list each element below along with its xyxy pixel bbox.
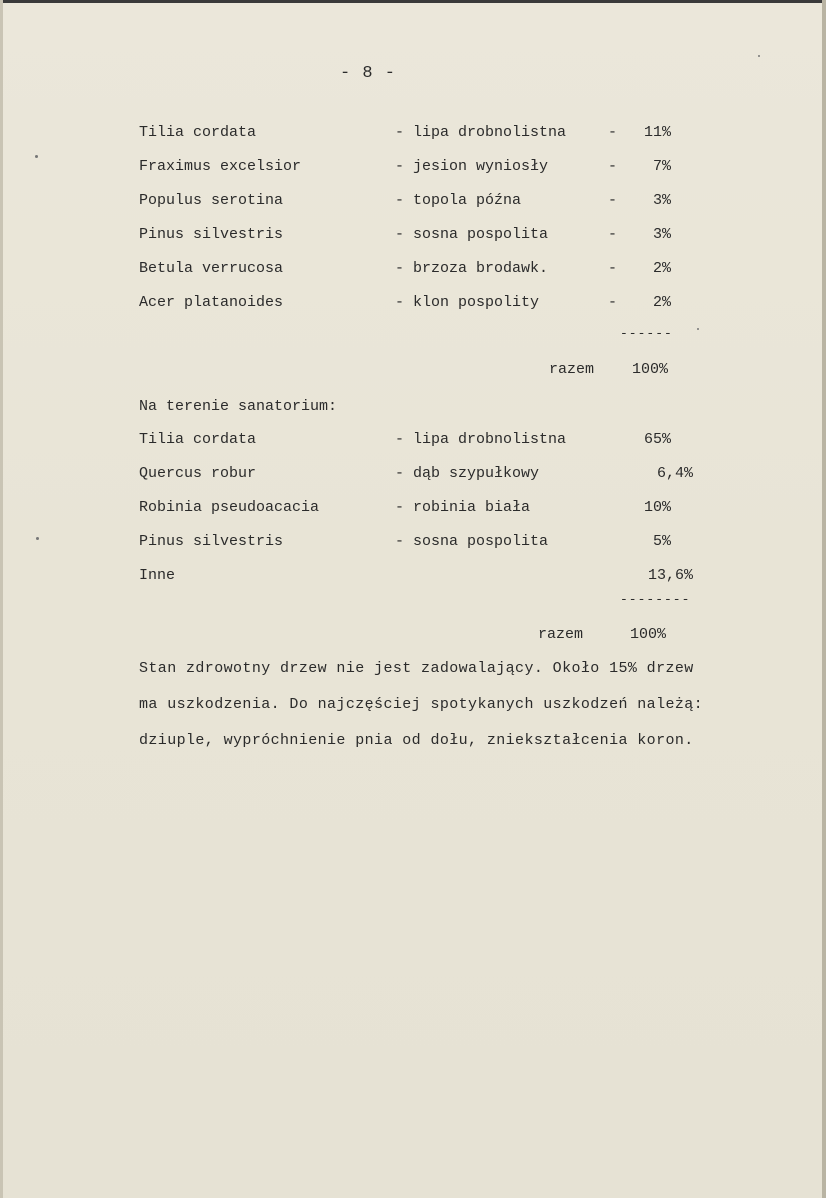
total-label: razem (538, 626, 584, 643)
row-dash: - (608, 226, 618, 243)
row-dash: - (608, 158, 618, 175)
separator-dashes: -------- (620, 592, 691, 607)
row-dash: - (608, 124, 618, 141)
table-row (0, 430, 826, 454)
percent-value: 11% (643, 124, 671, 141)
paragraph-line: Stan zdrowotny drzew nie jest zadowalający. Około 15% drzew (139, 660, 694, 677)
table-row (0, 566, 826, 590)
polish-name: - dąb szypułkowy (395, 465, 540, 482)
page-top-edge (0, 0, 826, 3)
latin-name: Betula verrucosa (139, 260, 284, 277)
page-number: - 8 - (340, 64, 397, 83)
polish-name: - sosna pospolita (395, 533, 549, 550)
row-dash: - (608, 294, 618, 311)
table-row (0, 123, 826, 147)
paragraph-line: dziuple, wypróchnienie pnia od dołu, zniekształcenia koron. (139, 732, 694, 749)
section-heading: Na terenie sanatorium: (139, 398, 338, 415)
percent-value: 2% (652, 294, 671, 311)
table-row (0, 259, 826, 283)
polish-name: - robinia biała (395, 499, 531, 516)
polish-name: - sosna pospolita (395, 226, 549, 243)
table-row (0, 191, 826, 215)
table-row (0, 225, 826, 249)
polish-name: - lipa drobnolistna (395, 124, 567, 141)
latin-name: Tilia cordata (139, 124, 257, 141)
table-row (0, 157, 826, 181)
percent-value: 3% (652, 226, 671, 243)
polish-name: - jesion wyniosły (395, 158, 549, 175)
table-row (0, 532, 826, 556)
latin-name: Tilia cordata (139, 431, 257, 448)
polish-name: - lipa drobnolistna (395, 431, 567, 448)
latin-name: Pinus silvestris (139, 226, 284, 243)
percent-value: 13,6% (647, 567, 693, 584)
total-value: 100% (632, 361, 669, 378)
table-row (0, 498, 826, 522)
polish-name: - brzoza brodawk. (395, 260, 549, 277)
separator-dashes: ------ (620, 326, 673, 341)
scan-speck (697, 328, 699, 330)
polish-name: - topola późna (395, 192, 522, 209)
percent-value: 3% (652, 192, 671, 209)
percent-value: 65% (643, 431, 671, 448)
latin-name: Inne (139, 567, 176, 584)
scan-speck (35, 155, 38, 158)
table-row (0, 464, 826, 488)
latin-name: Fraximus excelsior (139, 158, 302, 175)
scan-speck (758, 55, 760, 57)
total-label: razem (549, 361, 595, 378)
percent-value: 6,4% (656, 465, 693, 482)
scan-speck (36, 537, 39, 540)
latin-name: Quercus robur (139, 465, 257, 482)
percent-value: 10% (643, 499, 671, 516)
latin-name: Robinia pseudoacacia (139, 499, 320, 516)
polish-name: - klon pospolity (395, 294, 540, 311)
latin-name: Acer platanoides (139, 294, 284, 311)
row-dash: - (608, 260, 618, 277)
paragraph-line: ma uszkodzenia. Do najczęściej spotykanych uszkodzeń należą: (139, 696, 704, 713)
row-dash: - (608, 192, 618, 209)
latin-name: Populus serotina (139, 192, 284, 209)
percent-value: 2% (652, 260, 671, 277)
latin-name: Pinus silvestris (139, 533, 284, 550)
total-value: 100% (630, 626, 667, 643)
percent-value: 7% (652, 158, 671, 175)
table-row (0, 293, 826, 317)
percent-value: 5% (652, 533, 671, 550)
